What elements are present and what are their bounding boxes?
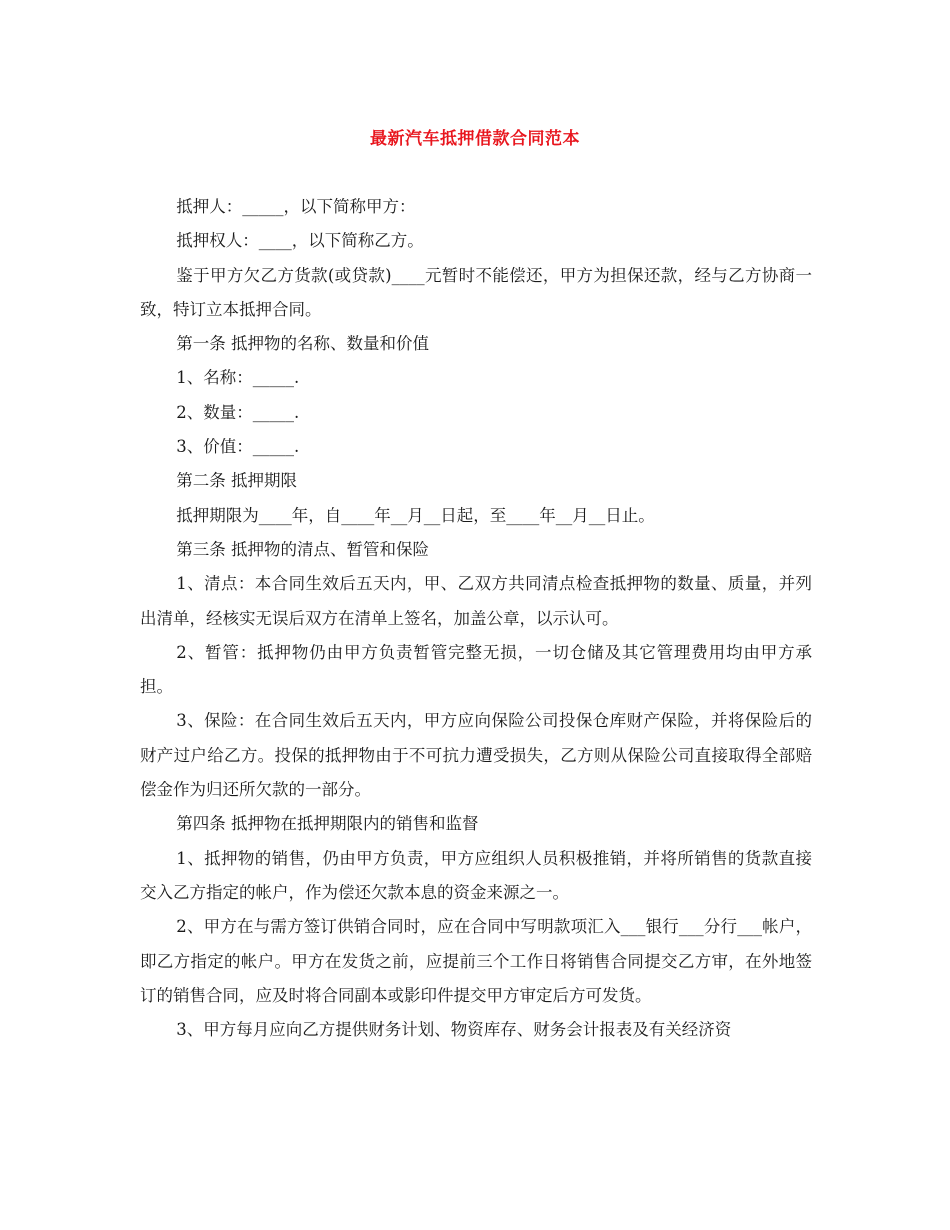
article-3-heading: 第三条 抵押物的清点、暂管和保险 [176, 539, 430, 559]
article-1-heading: 第一条 抵押物的名称、数量和价值 [176, 334, 430, 354]
article-4-item-sales: 1、抵押物的销售，仍由甲方负责，甲方应组织人员积极推销，并将所销售的货款直接交入乙方指定的帐户，作为偿还欠款本息的资金来源之一。 [140, 848, 812, 902]
document-title: 最新汽车抵押借款合同范本 [370, 129, 580, 149]
article-1-item-value: 3、价值：_____. [176, 437, 300, 457]
party-a-line: 抵押人：_____，以下简称甲方： [176, 197, 416, 216]
party-b-line: 抵押权人：____，以下简称乙方。 [176, 231, 424, 251]
article-2-term: 抵押期限为____年，自____年__月__日起，至____年__月__日止。 [176, 505, 655, 525]
document-body [140, 190, 812, 1047]
article-1-item-name: 1、名称：_____. [176, 368, 300, 388]
article-1-item-quantity: 2、数量：_____. [176, 402, 300, 422]
article-4-item-reports: 3、甲方每月应向乙方提供财务计划、物资库存、财务会计报表及有关经济资 [176, 1020, 732, 1040]
article-4-item-contracts: 2、甲方在与需方签订供销合同时，应在合同中写明款项汇入___银行___分行___帐户，即乙方指定的帐户。甲方在发货之前，应提前三个工作日将销售合同提交乙方审，在外地签订的销售合同，应及时将合同副本或影印件提交甲方审定后方可发货。 [140, 917, 812, 1005]
preamble-paragraph: 鉴于甲方欠乙方货款(或贷款)____元暂时不能偿还，甲方为担保还款，经与乙方协商一致，特订立本抵押合同。 [140, 265, 812, 319]
article-3-item-insurance: 3、保险：在合同生效后五天内，甲方应向保险公司投保仓库财产保险，并将保险后的财产过户给乙方。投保的抵押物由于不可抗力遭受损失，乙方则从保险公司直接取得全部赔偿金作为归还所欠款的一部分。 [140, 711, 812, 800]
article-4-heading: 第四条 抵押物在抵押期限内的销售和监督 [176, 814, 479, 834]
article-2-heading: 第二条 抵押期限 [176, 471, 298, 491]
article-3-item-inventory: 1、清点：本合同生效后五天内，甲、乙双方共同清点检查抵押物的数量、质量，并列出清单，经核实无误后双方在清单上签名，加盖公章，以示认可。 [140, 574, 812, 628]
article-3-item-custody: 2、暂管：抵押物仍由甲方负责暂管完整无损，一切仓储及其它管理费用均由甲方承担。 [140, 642, 812, 697]
